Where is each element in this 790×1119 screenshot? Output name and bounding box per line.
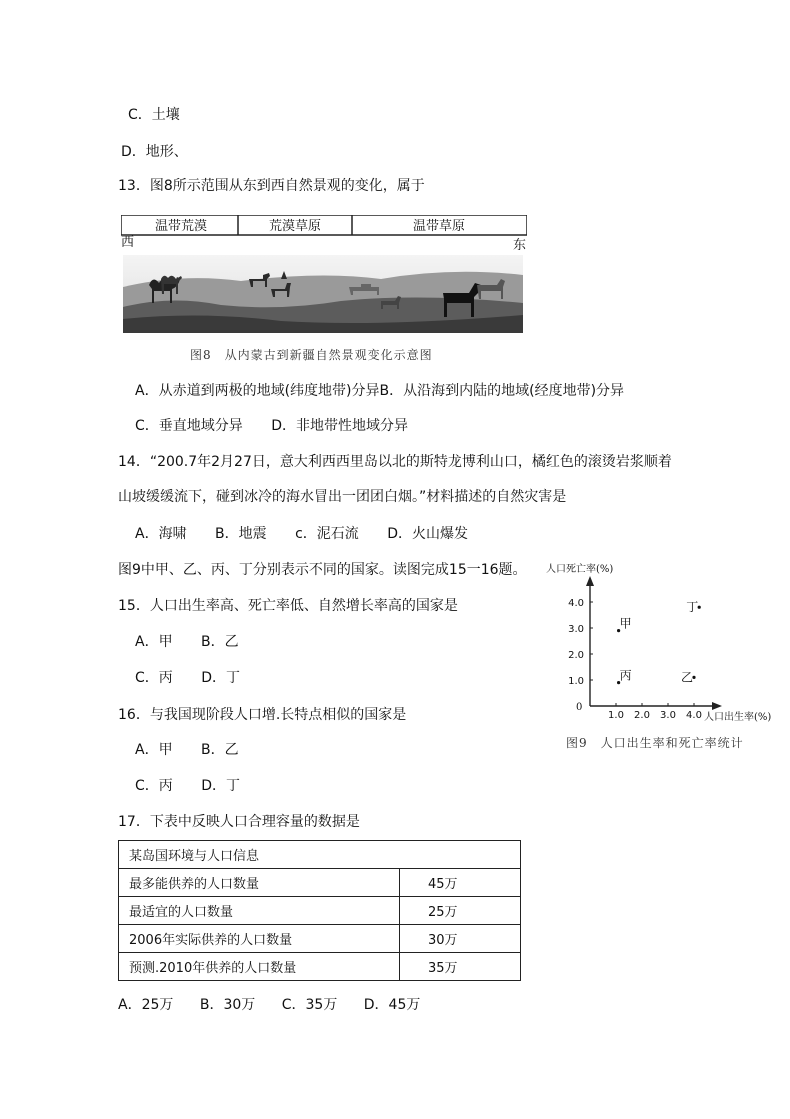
q13-options-cd [135,417,408,435]
q17-option: B．30万 [199,997,256,1013]
q14-options [135,525,468,543]
table-row [119,869,521,897]
q16-option: A．甲 [135,742,173,758]
row-value: 35万 [400,953,521,981]
row-value: 45万 [400,869,521,897]
zone-label: 温带荒漠 [154,219,208,234]
q15-option: B．乙 [201,634,239,650]
q12-option-d: D．地形、 [121,144,188,160]
table-title: 某岛国环境与人口信息 [119,841,521,869]
q14-option: c．泥石流 [295,526,359,542]
q13-option-d: D．非地带性地域分异 [271,418,409,434]
q13-option-c: C．垂直地域分异 [135,418,243,434]
q16-options-cd [135,777,240,795]
x-tick-label: 3.0 [660,710,676,721]
population-info-table [118,840,521,981]
q16-options-ab [135,741,239,759]
q15-stem: 15．人口出生率高、死亡率低、自然增长率高的国家是 [118,598,458,614]
landscape-scene [123,255,523,333]
q14-stem-line2: 山坡缓缓流下，碰到冰冷的海水冒出一团团白烟。”材料描述的自然灾害是 [118,489,567,505]
q17-options [118,996,420,1014]
q17-option: D．45万 [363,997,421,1013]
row-label: 最适宜的人口数量 [119,897,400,925]
point-label: 丁 [686,600,699,615]
x-tick-label: 2.0 [634,710,650,721]
q14-option: D．火山爆发 [387,526,469,542]
y-axis-label: 人口死亡率(%) [546,564,614,575]
q12-option-c: C．土壤 [128,107,180,123]
intro-15-16: 图9中甲、乙、丙、丁分别表示不同的国家。读图完成15一16题。 [118,562,527,578]
landscape-figure [121,215,527,335]
y-tick-label: 4.0 [568,598,584,609]
q13-options-ab: A．从赤道到两极的地域(纬度地带)分异B．从沿海到内陆的地域(经度地带)分异 [135,383,625,399]
origin-label: 0 [576,702,583,713]
east-label: 东 [513,238,527,253]
q17-option: A．25万 [118,997,174,1013]
figure-9-caption: 图9 人口出生率和死亡率统计 [566,736,744,750]
y-tick-label: 2.0 [568,650,584,661]
y-tick-label: 1.0 [568,676,584,687]
q14-option: B．地震 [215,526,267,542]
zone-label: 温带草原 [412,219,466,234]
q16-option: C．丙 [135,778,173,794]
table-row [119,925,521,953]
x-tick-label: 4.0 [686,710,702,721]
q15-options-ab [135,633,239,651]
q15-options-cd [135,669,240,687]
x-tick-label: 1.0 [608,710,624,721]
q14-stem-line1: 14．“200.7年2月27日，意大利西西里岛以北的斯特龙博利山口，橘红色的滚烫岩浆顺着 [118,454,672,470]
q17-option: C．35万 [281,997,338,1013]
x-axis-label: 人口出生率(%) [704,712,772,723]
zone-label: 荒漠草原 [268,219,322,234]
point-label: 甲 [619,616,632,631]
chart-axes [586,576,722,710]
point-label: 乙 [681,670,694,685]
row-label: 预测.2010年供养的人口数量 [119,953,400,981]
q16-option: D．丁 [201,778,241,794]
row-label: 2006年实际供养的人口数量 [119,925,400,953]
row-value: 25万 [400,897,521,925]
q16-option: B．乙 [201,742,239,758]
y-tick-label: 3.0 [568,624,584,635]
row-value: 30万 [400,925,521,953]
figure-8-caption: 图8 从内蒙古到新疆自然景观变化示意图 [190,348,433,362]
q14-option: A．海啸 [135,526,187,542]
q15-option: D．丁 [201,670,241,686]
west-label: 西 [121,235,135,250]
table-title-row [119,841,521,869]
figure-9-chart [540,560,780,730]
table-row [119,897,521,925]
table-row [119,953,521,981]
q15-option: C．丙 [135,670,173,686]
q15-option: A．甲 [135,634,173,650]
row-label: 最多能供养的人口数量 [119,869,400,897]
q17-stem: 17．下表中反映人口合理容量的数据是 [118,814,360,830]
q16-stem: 16．与我国现阶段人口增.长特点相似的国家是 [118,707,407,723]
point-label: 丙 [619,668,632,683]
q13-stem: 13．图8所示范围从东到西自然景观的变化，属于 [118,178,425,194]
